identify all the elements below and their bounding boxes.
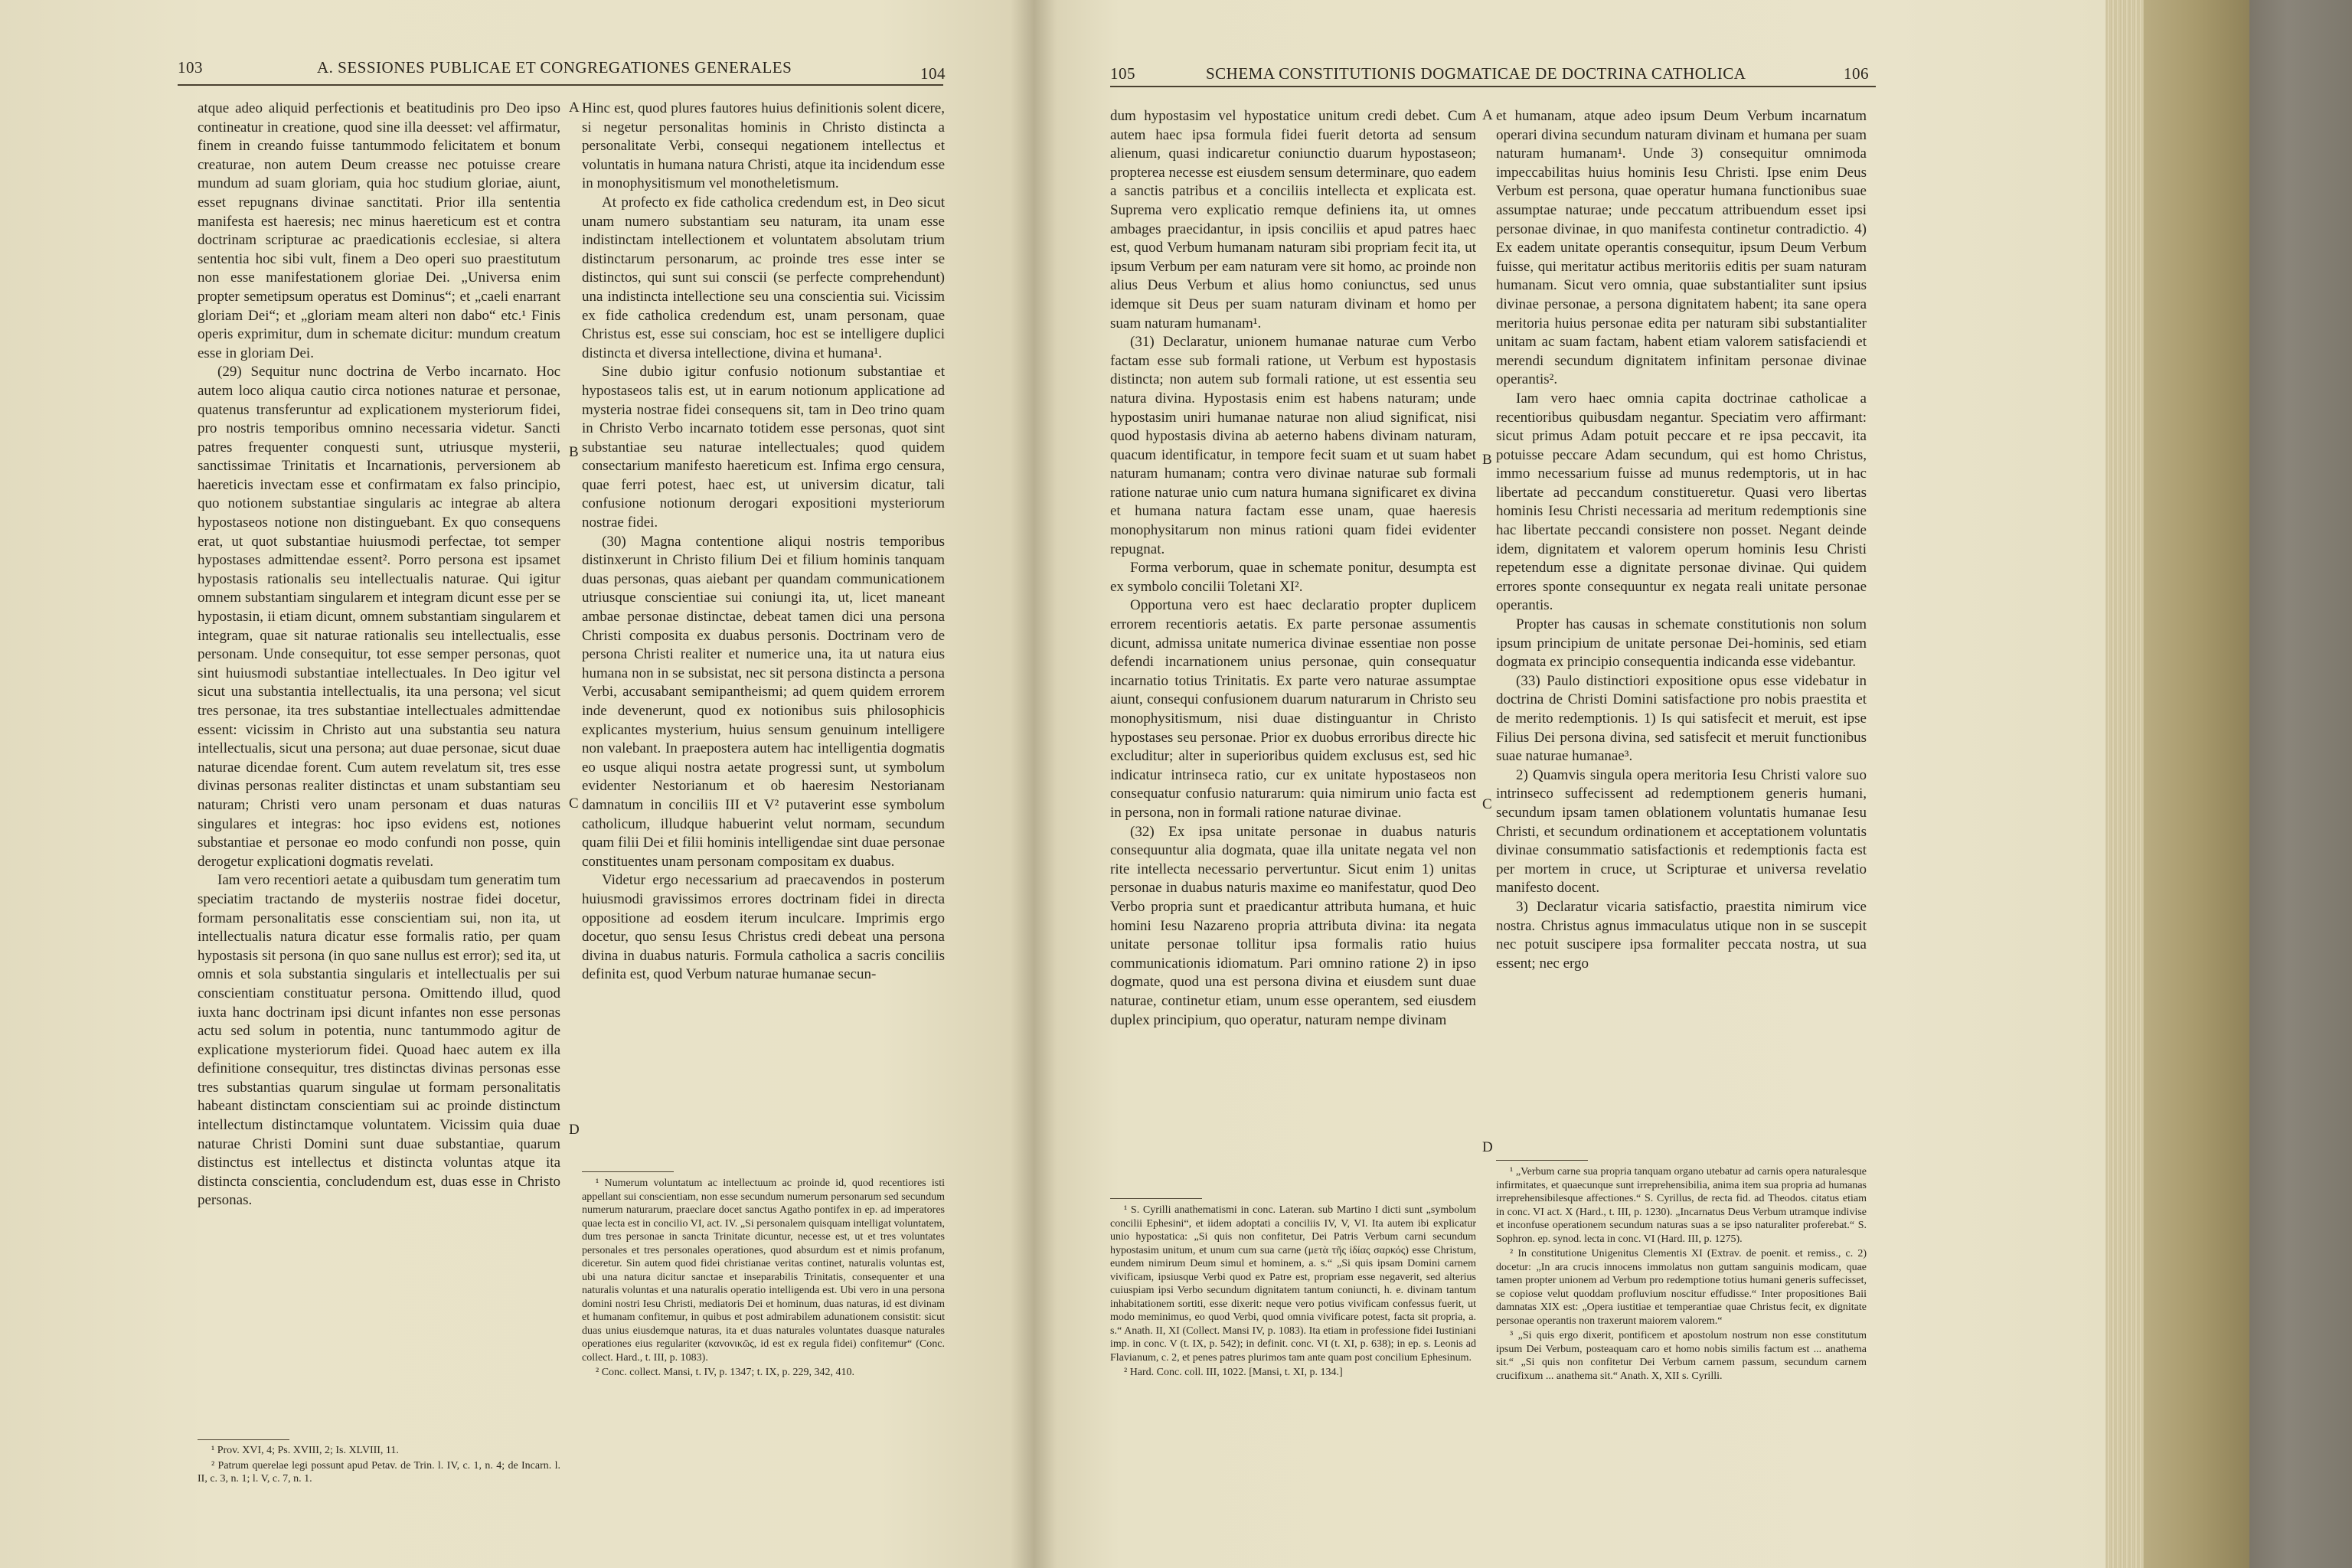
paragraph: Iam vero haec omnia capita doctrinae catholicae a recentioribus quibusdam negantur. Speciatim vero affirmant: sicut primus Adam potuit peccare et re ipsa peccavit, ita potuisse peccare Adam secundum, qui est homo Christus, immo necessarium fuisse ad munus redemptoris, ut in hac libertate ad peccandum constitueretur. Quasi vero libertas hominis Iesu Christi necessaria ad meritum redemptionis sine hac libertate peccandi consistere non posset. Negant deinde idem, dignitatem et valorem operum hominis Iesu Christi repetendum esse a dignitate personae divinae. Qui quidem errores sponte consequuntur ex negata reali unitate personae operantis. [1496,390,1867,614]
footnote: ¹ Prov. XVI, 4; Ps. XVIII, 2; Is. XLVIII, 11. [211,1445,399,1456]
running-head-left: A. SESSIONES PUBLICAE ET CONGREGATIONES GENERALES [317,58,792,77]
footnote: ¹ „Verbum carne sua propria tanquam organo utebatur ad carnis opera naturalesque infirmitates, et quaecunque sunt irreprehensibilia, anima item sua propria ad humanas irreprehensibilesque affectiones.“ S. Cyrillus, de recta fid. ad Theodos. citatus etiam in conc. VI act. X (Hard., t. III, p. 1230). „Incarnatus Deus Verbum utramque indivise et inconfuse operationem secundum naturas suas a se ipso naturaliter proferebat.“ S. Sophron. ep. synod. lecta in conc. VI (Hard. III, p. 1275). [1496,1166,1867,1245]
margin-letter-d: D [1482,1139,1493,1155]
footnote: ¹ S. Cyrilli anathematismi in conc. Lateran. sub Martino I dicti sunt „symbolum concilii Ephesini“, et iidem adoptati a conciliis IV, V, VI. Ita autem ibi explicatur unio hypostatica: „Si quis non confitetur, Dei Patris Verbum carni secundum hypostasim unitum, et unum cum sua carne (μετὰ τῆς ἰδίας σαρκός) esse Christum, eundem nimirum Deum simul et hominem, a. s.“ „Si quis ipsam Domini carnem vivificam, ipsiusque Verbi quod ex Patre est, propriam esse negaverit, sed alterius cuiuspiam ipsi Verbo secundum dignitatem tantum coniuncti, h. e. divinam tantum inhabitationem sortiti, esse dixerit: neque vero potius vivificam confessus fuerit, ut modo meminimus, eo quod Verbi, quod omnia vivificare potest, facta sit propria, a. s.“ Anath. II, XI (Collect. Mansi IV, p. 1083). Ita etiam in professione fidei Iustiniani imp. in conc. V (t. IX, p. 542); in definit. conc. VI (t. XI, p. 638); in ep. s. Leonis ad Flavianum, c. 2, et penes patres plurimos tam ante quam post concilium Ephesinum. [1110,1204,1477,1364]
footnote: ¹ Numerum voluntatum ac intellectuum ac proinde id, quod recentiores isti appellant sui conscientiam, non esse secundum numerum personarum sed secundum numerum naturarum, praeclare docet sanctus Agatho pontifex in ep. ad imperatores quae lecta est in concilio VI, act. IV. „Si personalem quisquam intelligat voluntatem, dum tres personae in sancta Trinitate dicuntur, necesse est, ut et tres voluntates personales et tres personales operationes, quod absurdum est et nimis profanum, diceretur. Sin autem quod fidei christianae veritas continet, naturalis voluntas est, ubi una natura dicitur sanctae et inseparabilis Trinitatis, consequenter et una naturalis voluntas et una naturalis operatio intelligenda est. Ubi vero in una persona domini nostri Iesu Christi, mediatoris Dei et hominum, duas naturas, id est divinam et humanam confitemur, in quibus et post admirabilem adunationem consistit: sicut duas unius eiusdemque naturas, ita et duas naturales voluntates duasque naturales operationes eius regulariter (κανονικῶς, id est ex regula fidei) confitemur“ (Conc. collect. Hard., t. III, p. 1083). [582,1178,945,1364]
footnote: ² Hard. Conc. coll. III, 1022. [Mansi, t. XI, p. 134.] [1124,1367,1343,1378]
page-number-103: 103 [178,58,203,77]
paragraph: (32) Ex ipsa unitate personae in duabus naturis consequuntur alia dogmata, quae illa unitate negata vel non rite intellecta necessario pervertuntur. Sicut enim 1) unitas personae in duabus naturis maxime eo manifestatur, quod Deo Verbo propria sunt et praedicantur attributa humana, et huic homini Iesu Nazareno propria attributa divina: ita negata unitate personae tollitur ipsa formalis ratio huius communicationis idiomatum. Pari omnino ratione 2) in ipso dogmate, quod una est persona divina et eiusdem sunt duae naturae, continetur etiam, unum esse operantem, sed eiusdem duplex principium, quo operatur, naturam nempe divinam [1110,823,1476,1028]
page-number-104: 104 [920,64,946,83]
paragraph: Opportuna vero est haec declaratio propter duplicem errorem recentioris aetatis. Ex parte personae assumentis dicunt, admissa unitate numerica divinae essentiae non posse defendi incarnationem unius personae, quin consequatur incarnatio totius Trinitatis. Ex parte vero naturae assumptae aiunt, consequi confusionem duarum naturarum in Christo seu monophysitismum, nisi duae distinguantur in Christo hypostases seu personae. Prior ex duobus erroribus directe hic excluditur; alter in superioribus quidem exclusus est, sed hic indicatur intrinseca ratio, cur ex unitate hypostaseos non consequatur confusio naturarum: quia nimirum unio facta est in persona, non in formali ratione naturae divinae. [1110,597,1476,821]
margin-letter-a: A [569,100,580,116]
footnote-rule [582,1171,674,1172]
margin-letter-d: D [569,1122,580,1138]
paragraph: Sine dubio igitur confusio notionum substantiae et hypostaseos talis est, ut in earum notionum applicatione ad mysteria nostrae fidei consequens sit, tam in Deo trino quam in Christo Verbo incarnato totidem esse personas, quot sint substantiae seu naturae intellectuales; quod quidem consectarium manifesto haereticum est. Infima ergo censura, quae ferri potest, haec est, ut universim dicatur, tali confusione notionum derogari expositioni mysteriorum nostrae fidei. [582,364,945,531]
paragraph: atque adeo aliquid perfectionis et beatitudinis pro Deo ipso contineatur in creatione, quod sine illa deesset: vel affirmatur, finem in creando fuisse tantummodo felicitatem et bonum creaturae, non autem Deum creasse nec potuisse creare mundum ad suam gloriam, quia hoc studium gloriae, aiunt, esset repugnans divinae sanctitati. Prior illa sententia manifesta est haeresis; nec minus haereticum est et contra doctrinam scripturae ac praedicationis ecclesiae, si altera sententia hoc sibi vult, finem a Deo operi suo praestitutum non esse manifestationem gloriae Dei. „Universa enim propter semetipsum operatus est Dominus“; et „caeli enarrant gloriam Dei“; et „gloriam meam alteri non dabo“ etc.¹ Finis operis exprimitur, dum in schemate dicitur: mundum creatum esse in gloriam Dei. [198,100,560,361]
paragraph: et humanam, atque adeo ipsum Deum Verbum incarnatum operari divina secundum naturam divinam et humana per suam naturam humanam¹. Unde 3) consequitur omnimoda impeccabilitas huius hominis Iesu Christi. Ipse enim Deus Verbum est persona, quae operatur humana functionibus suae assumptae naturae; unde peccatum attribuendum esset ipsi personae divinae, in quo manifesta continetur contradictio. 4) Ex eadem unitate operantis consequitur, ipsum Deum Verbum fuisse, qui meritatur actibus meritoriis editis per suam naturam humanam. Sicut vero omnia, quae substantialiter sunt ipsius divinae personae, a persona dignitatem habent; ita sane opera meritoria huius personae edita per naturam sibi substantialiter unitam ac suam factam, habent etiam valorem satisfaciendi et merendi secundum dignitatem infinitam personae divinae operantis². [1496,108,1867,388]
left-page-column-1 [198,100,560,1210]
margin-letter-c: C [569,795,579,812]
footnote: ² Conc. collect. Mansi, t. IV, p. 1347; t. IX, p. 229, 342, 410. [596,1367,854,1378]
paragraph: Videtur ergo necessarium ad praecavendos in posterum huiusmodi gravissimos errores doctrinam fidei in directa oppositione ad eosdem iterum inculcare. Imprimis ergo docetur, quo sensu Iesus Christus credi debeat una persona divina in duabus naturis. Formula catholica a sacris conciliis definita est, quod Verbum naturae humanae secun- [582,872,945,983]
right-page-column-1 [1110,107,1476,1030]
book-gutter [1011,0,1057,1568]
paragraph: (31) Declaratur, unionem humanae naturae cum Verbo factam esse sub formali ratione, ut Verbum est hypostasis distincta; non autem sub formali ratione, ut est essentia seu natura divina. Hypostasis enim est habens naturam; unde hypostasim uniri humanae naturae non aliud significat, nisi quod hypostasis divina ab aeterno habens divinam naturam, quacum identificatur, in tempore fecit suam et ut suam habet naturam humanam; contra vero divinae naturae sub formali ratione naturae unio cum natura humana significaret ex divina et humana natura factam esse unam, quae haeresis monophysitarum non minus rationi quam fidei evidenter repugnat. [1110,334,1476,557]
paragraph: Propter has causas in schemate constitutionis non solum ipsum principium de unitate personae Dei-hominis, sed etiam dogmata ex principio consequentia indicanda esse videbantur. [1496,616,1867,671]
right-page [1034,0,2105,1568]
footnote: ³ „Si quis ergo dixerit, pontificem et apostolum nostrum non esse constitutum ipsum Dei Verbum, posteaquam caro et homo nobis similis factum est ... anathema sit.“ „Si quis non confitetur Dei Verbum carnem passum, secundum carnem crucifixum ... anathema sit.“ Anath. X, XII s. Cyrilli. [1496,1330,1867,1382]
paragraph: Hinc est, quod plures fautores huius definitionis solent dicere, si negetur personalitas hominis in Christo distincta a personalitate Verbi, consequi negationem intellectus et voluntatis in humana natura Christi, atque ita incidendum esse in monophysitismum vel monotheletismum. [582,100,945,192]
header-rule [178,84,943,86]
paragraph: (30) Magna contentione aliqui nostris temporibus distinxerunt in Christo filium Dei et filium hominis tanquam duas personas, quas aiebant per quandam communicationem utriusque conscientiae sui coniungi ita, ut, licet maneant ambae personae distinctae, debeat tamen dici una persona Christi composita ex duabus personis. Doctrinam vero de persona Christi realiter et numerice una, ita ut natura eius humana non in se subsistat, nec sit persona distincta a persona Verbi, accusabant semipantheismi; ad quem quidem errorem inde devenerunt, quod ex notionibus suis philosophicis explicantes mysterium, huius sensum genuinum intelligere non valebant. In praepostera autem hac intelligentia dogmatis eo usque aliqui nostra aetate progressi sunt, ut symbolum evidenter Nestorianum et ob haeresim Nestorianam damnatum in conciliis III et V² putaverint esse symbolum catholicum, illudque habuerint velut normam, secundum quam filii Dei et filii hominis intelligendae sint duae personae constituentes unam personam compositam ex duabus. [582,533,945,870]
paragraph: (29) Sequitur nunc doctrina de Verbo incarnato. Hoc autem loco aliqua cautio circa notiones naturae et personae, quatenus transferuntur ad explicationem mysteriorum fidei, pro nostris temporibus omnino necessaria videtur. Sancti patres frequenter conquesti sunt, utriusque mysterii, sanctissimae Trinitatis et Incarnationis, perversionem ab haereticis invectam esse et confirmatam ex falso principio, quo notionem substantiae singularis ac integrae ab altera hypostaseos notione non distinguebant. Ex quo consequens erat, ut quot substantiae huiusmodi perfectae, tot semper hypostases admittendae essent². Porro persona est ipsamet hypostasis rationalis seu intellectualis naturae. Qui igitur omnem substantiam singularem et integram dicunt esse per se hypostasin, ii etiam dicunt, omnem substantiam singularem et integram, quae sit naturae rationalis seu intellectualis, esse personam. Unde consequitur, tot esse semper personas, quot sint huiusmodi substantiae intellectuales. In Deo igitur vel sicut una substantia intellectualis, ita una persona; vel sicut tres personae, ita tres substantiae intellectuales admittendae essent: vicissim in Christo aut una substantia seu natura intellectualis, sicut una persona; aut duae personae, sicut duae naturae dicendae forent. Cum autem revelatum sit, tres esse divinas personas realiter distinctas et unam substantiam seu naturam; Christi vero unam personam et duas naturas singulares et integras: hoc ipso evidens est, notiones substantiae et personae eo modo confundi non posse, quin derogetur explicationi dogmatis revelati. [198,364,560,870]
footnote-rule [198,1439,289,1440]
header-rule [1110,86,1876,87]
footnote: ² In constitutione Unigenitus Clementis XI (Extrav. de poenit. et remiss., c. 2) docetur: „In ara crucis innocens immolatus non guttam sanguinis modicam, quae tamen propter unionem ad Verbum pro redemptione totius humani generis suffecisset, se copiose velut quoddam profluvium noscitur effudisse.“ Inter propositiones Baii damnatas XIX est: „Opera iustitiae et temperantiae quae Christus fecit, ex dignitate personae operantis non traxerunt maiorem valorem.“ [1496,1248,1867,1327]
book-cover-edge [2144,0,2249,1568]
right-page-col2-footnotes [1496,1165,1867,1384]
left-page-col2-footnotes [582,1177,945,1381]
page-number-106: 106 [1844,64,1869,83]
margin-letter-a: A [1482,107,1493,123]
page-number-105: 105 [1110,64,1135,83]
paragraph: At profecto ex fide catholica credendum est, in Deo sicut unam numero substantiam seu naturam, ita unam esse indistinctam intellectionem et voluntatem absolutam trium distinctarum personarum, ac proinde tres esse inter se distinctos, qui sunt sui conscii (se perfecte comprehendunt) una indistincta intellectione seu una conscientia sui. Vicissim ex fide catholica credendum est, unam personam, quae Christus est, esse sui consciam, hoc est se intelligere duplici distincta et diversa intellectione, divina et humana¹. [582,194,945,361]
right-page-col1-footnotes [1110,1204,1476,1381]
footnote-rule [1496,1160,1588,1161]
paragraph: dum hypostasim vel hypostatice unitum credi debet. Cum autem haec ipsa formula fidei fuerit detorta ad sensum alienum, quasi indicaretur coniunctio duarum hypostaseon; propterea necesse est eiusdem sensum determinare, quo eadem a sanctis patribus et a conciliis intellecta et explicata est. Suprema vero explicatio remque definiens ita, ut omnes ambages praecidantur, in ipsis conciliis et apud patres haec est, quod Verbum humanam naturam sibi propriam fecit ita, ut ipsum Verbum per eam naturam vere sit homo, ac proinde non alius Deus Verbum et alius homo coniunctus, sed unus idemque sit Deus per suam naturam divinam et homo per suam naturam humanam¹. [1110,108,1476,332]
left-page-col1-footnotes [198,1444,560,1488]
footnote: ² Patrum querelae legi possunt apud Petav. de Trin. l. IV, c. 1, n. 4; de Incarn. l. II, c. 3, n. 1; l. V, c. 7, n. 1. [198,1459,560,1485]
right-page-column-2 [1496,107,1867,973]
margin-letter-b: B [1482,452,1492,468]
footnote-rule [1110,1198,1202,1199]
paragraph: Iam vero recentiori aetate a quibusdam tum generatim tum speciatim tractando de mysteriis nostrae fidei docetur, formam personalitatis esse conscientiam sui, non ita, ut intellectualis natura dicatur esse formalis ratio, per quam hypostasis sit persona (in quo sane nullus est error); sed ita, ut omnis et sola substantia singularis et intellectualis per sui conscientiam constituatur persona. Omittendo illud, quod iuxta hanc doctrinam ipsi dicunt infantes non esse personas actu sed solum in potentia, nunc tantummodo agitur de explicatione mysteriorum fidei. Quoad haec autem ex illa definitione consequitur, tres distinctas divinas personas esse tres substantias quarum singulae ut formam personalitatis habeant distinctam conscientiam sui ac proinde distinctum intellectum distinctamque voluntatem. Vicissim quia duae naturae Christi Domini sunt duae substantiae, quarum distinctus est intellectus et distincta voluntas atque ita distincta conscientia, concludendum est, duas esse in Christo personas. [198,872,560,1209]
paragraph: Forma verborum, quae in schemate ponitur, desumpta est ex symbolo concilii Toletani XI². [1110,560,1476,595]
running-head-right: SCHEMA CONSTITUTIONIS DOGMATICAE DE DOCTRINA CATHOLICA [1206,64,1746,83]
paragraph: 2) Quamvis singula opera meritoria Iesu Christi valore suo intrinseco suffecissent ad redemptionem generis humani, secundum ipsam tamen oblationem voluntatis humanae Iesu Christi, et secundum ordinationem et acceptationem voluntatis divinae consummatio satisfactionis et redemptionis facta est per mortem in cruce, ut Scripturae et universa revelatio manifesto docent. [1496,766,1867,897]
paragraph: (33) Paulo distinctiori expositione opus esse videbatur in doctrina de Christi Domini satisfactione pro nobis praestita et de merito redemptionis. 1) Is qui satisfecit et meruit, est ipse Filius Dei persona divina, sed satisfecit et meruit functionibus suae naturae humanae³. [1496,672,1867,765]
left-page [0,0,1034,1568]
paragraph: 3) Declaratur vicaria satisfactio, praestita nimirum vice nostra. Christus agnus immaculatus utique non in se suscepit nec potuit suscipere ipsa formaliter peccata nostra, ut sua essent; nec ergo [1496,898,1867,972]
background-stone [2245,0,2352,1568]
left-page-column-2 [582,100,945,985]
margin-letter-b: B [569,444,579,460]
margin-letter-c: C [1482,796,1492,812]
